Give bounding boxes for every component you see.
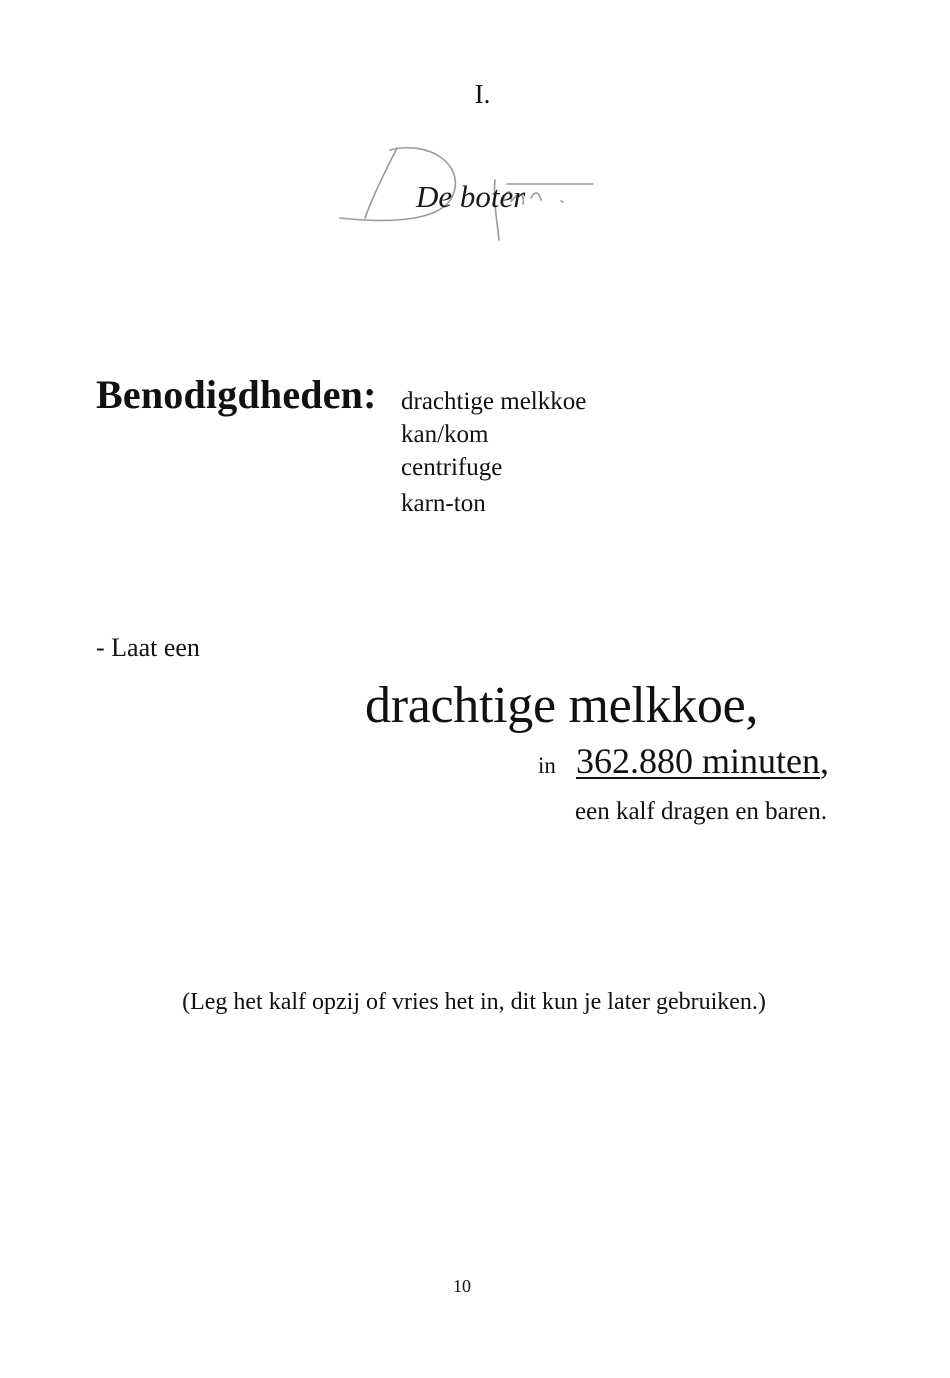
supplies-heading: Benodigdheden: [96, 372, 377, 417]
step-in-word: in [538, 753, 556, 778]
step-intro: - Laat een [96, 633, 200, 662]
note: (Leg het kalf opzij of vries het in, dit kun je later gebruiken.) [182, 989, 766, 1015]
step-rest: een kalf dragen en baren. [575, 798, 827, 825]
step-subject: drachtige melkkoe, [365, 677, 759, 734]
chapter-numeral: I. [474, 79, 491, 109]
supply-item: centrifuge [401, 454, 503, 481]
chapter-title: De boter [416, 179, 526, 214]
supply-item: kan/kom [401, 421, 489, 448]
supply-item: drachtige melkkoe [401, 388, 587, 415]
step-duration [576, 740, 829, 782]
duration-value: 362.880 minuten [576, 741, 820, 781]
page-number: 10 [453, 1276, 471, 1296]
duration-punctuation: , [819, 741, 829, 781]
supply-item: karn-ton [401, 490, 486, 517]
